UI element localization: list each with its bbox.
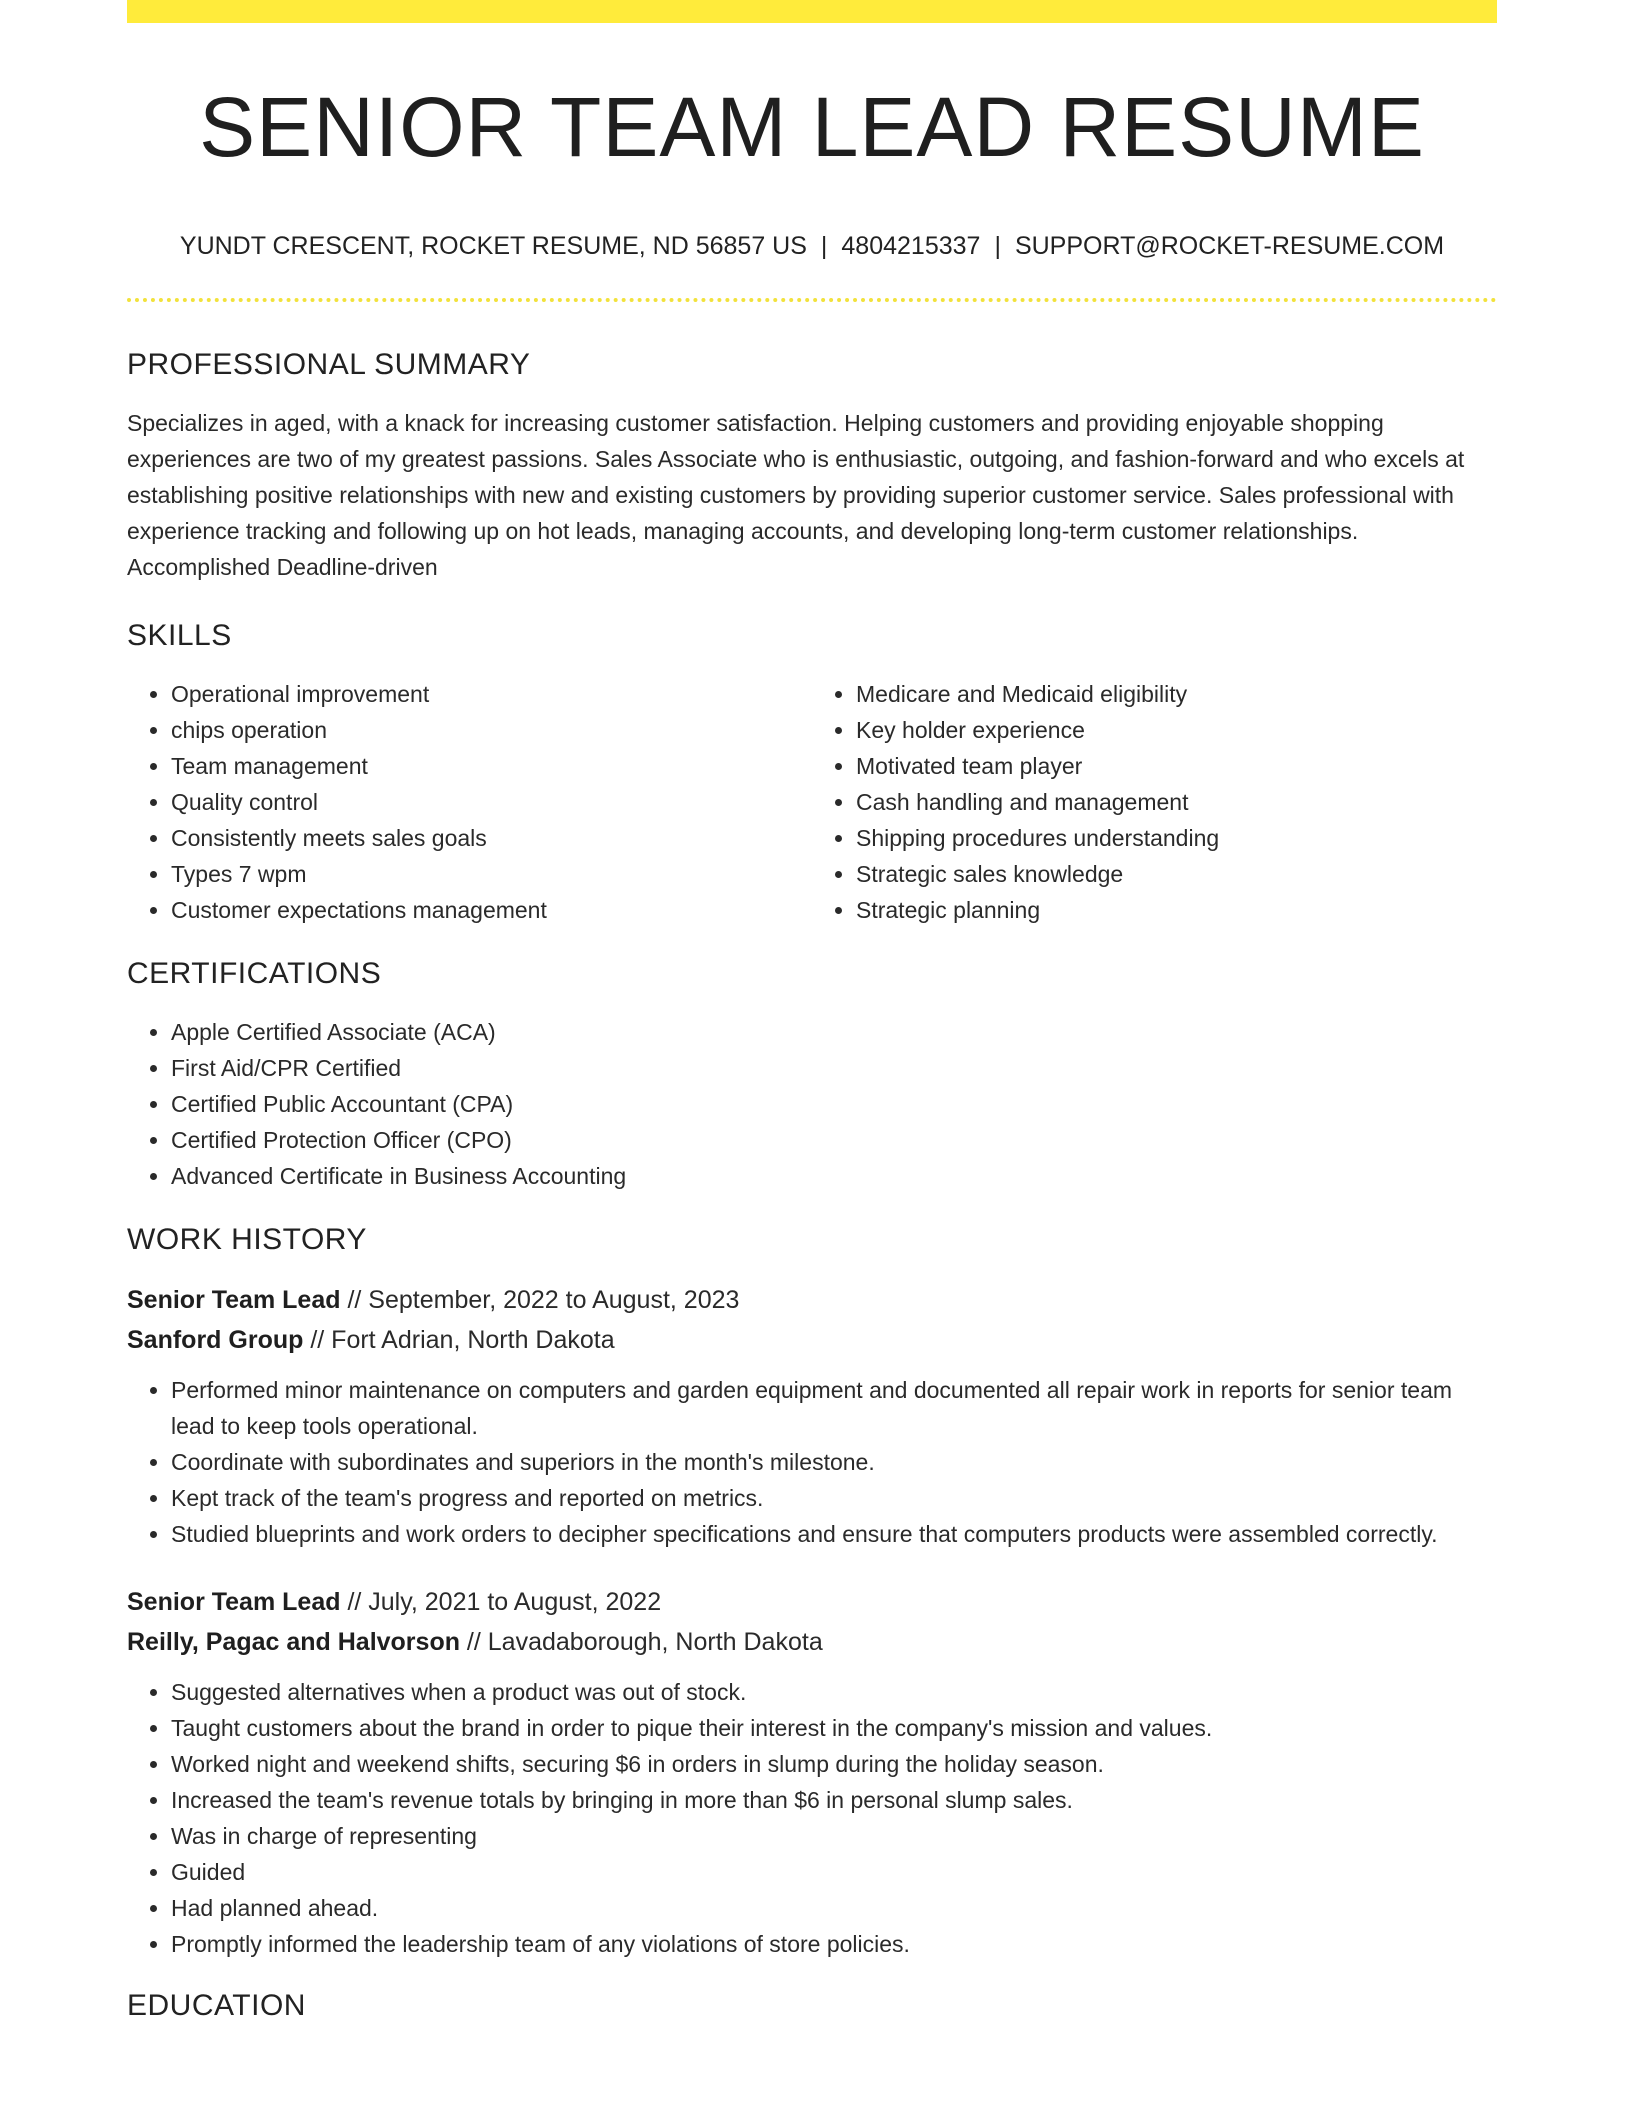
skill-item: • Operational improvement	[171, 676, 812, 712]
certification-item: • Certified Public Accountant (CPA)	[171, 1086, 1497, 1122]
certification-item: • Advanced Certificate in Business Accounting	[171, 1158, 1497, 1194]
skills-columns	[127, 676, 1497, 928]
job-bullet: • Coordinate with subordinates and superiors in the month's milestone.	[171, 1444, 1497, 1480]
skill-item: • Consistently meets sales goals	[171, 820, 812, 856]
contact-email: SUPPORT@ROCKET-RESUME.COM	[1014, 232, 1445, 261]
certification-item: • Apple Certified Associate (ACA)	[171, 1014, 1497, 1050]
skills-heading: SKILLS	[127, 619, 232, 653]
skill-item: • Team management	[171, 748, 812, 784]
job-title: Senior Team Lead	[127, 1286, 341, 1315]
job-entry	[127, 1280, 1497, 1552]
job-bullets	[127, 1372, 1497, 1552]
work-history-heading: WORK HISTORY	[127, 1223, 367, 1257]
contact-line	[127, 231, 1497, 261]
contact-address: YUNDT CRESCENT, ROCKET RESUME, ND 56857 US	[179, 232, 807, 261]
skill-item: • Medicare and Medicaid eligibility	[856, 676, 1497, 712]
job-company: Reilly, Pagac and Halvorson	[127, 1628, 460, 1657]
job-bullet: • Kept track of the team's progress and reported on metrics.	[171, 1480, 1497, 1516]
job-bullet: • Was in charge of representing	[171, 1818, 1497, 1854]
job-bullet: • Taught customers about the brand in order to pique their interest in the company's mission and values.	[171, 1710, 1497, 1746]
job-entry	[127, 1582, 1497, 1962]
job-location: // Fort Adrian, North Dakota	[303, 1326, 615, 1355]
job-dates: // July, 2021 to August, 2022	[340, 1588, 662, 1617]
certification-item: • First Aid/CPR Certified	[171, 1050, 1497, 1086]
contact-separator: |	[994, 232, 1001, 261]
summary-heading: PROFESSIONAL SUMMARY	[127, 348, 531, 382]
resume-title: SENIOR TEAM LEAD RESUME	[199, 80, 1425, 174]
skills-list-left	[127, 676, 812, 928]
job-bullet: • Worked night and weekend shifts, securing $6 in orders in slump during the holiday season.	[171, 1746, 1497, 1782]
skill-item: • Shipping procedures understanding	[856, 820, 1497, 856]
skill-item: • Strategic planning	[856, 892, 1497, 928]
certification-item: • Certified Protection Officer (CPO)	[171, 1122, 1497, 1158]
job-location: // Lavadaborough, North Dakota	[459, 1628, 823, 1657]
skill-item: • Strategic sales knowledge	[856, 856, 1497, 892]
job-bullet: • Performed minor maintenance on computers and garden equipment and documented all repair work in reports for senior team lead to keep tools operational.	[171, 1372, 1497, 1444]
skill-item: • Motivated team player	[856, 748, 1497, 784]
job-company: Sanford Group	[127, 1326, 304, 1355]
job-dates: // September, 2022 to August, 2023	[340, 1286, 740, 1315]
summary-text: Specializes in aged, with a knack for increasing customer satisfaction. Helping customers and providing enjoyable shopping experiences are two of my greatest passions. Sales Associate who is enthusiastic, outgoing, and fashion-forward and who excels at establishing positive relationships with new and existing customers by providing superior customer service. Sales professional with experience tracking and following up on hot leads, managing accounts, and developing long-term customer relationships. Accomplished Deadline-driven	[127, 410, 1465, 581]
job-bullet: • Had planned ahead.	[171, 1890, 1497, 1926]
job-title-line	[127, 1280, 1497, 1320]
accent-top-bar	[127, 0, 1497, 23]
job-bullet: • Promptly informed the leadership team of any violations of store policies.	[171, 1926, 1497, 1962]
job-company-line	[127, 1622, 1497, 1662]
certifications-heading: CERTIFICATIONS	[127, 957, 382, 991]
job-bullets	[127, 1674, 1497, 1962]
job-bullet: • Studied blueprints and work orders to decipher specifications and ensure that computers products were assembled correctly.	[171, 1516, 1497, 1552]
certifications-list	[127, 1014, 1497, 1194]
contact-separator: |	[820, 232, 828, 261]
job-bullet: • Suggested alternatives when a product was out of stock.	[171, 1674, 1497, 1710]
skills-list-right	[812, 676, 1497, 928]
job-bullet: • Guided	[171, 1854, 1497, 1890]
resume-page	[127, 0, 1497, 2024]
education-heading: EDUCATION	[127, 1989, 306, 2023]
skill-item: • Key holder experience	[856, 712, 1497, 748]
skill-item: • chips operation	[171, 712, 812, 748]
skill-item: • Cash handling and management	[856, 784, 1497, 820]
skill-item: • Customer expectations management	[171, 892, 812, 928]
job-title-line	[127, 1582, 1497, 1622]
job-title: Senior Team Lead	[127, 1588, 341, 1617]
contact-phone: 4804215337	[841, 232, 981, 261]
skill-item: • Quality control	[171, 784, 812, 820]
skill-item: • Types 7 wpm	[171, 856, 812, 892]
job-bullet: • Increased the team's revenue totals by bringing in more than $6 in personal slump sales.	[171, 1782, 1497, 1818]
header-divider	[127, 298, 1497, 302]
job-company-line	[127, 1320, 1497, 1360]
